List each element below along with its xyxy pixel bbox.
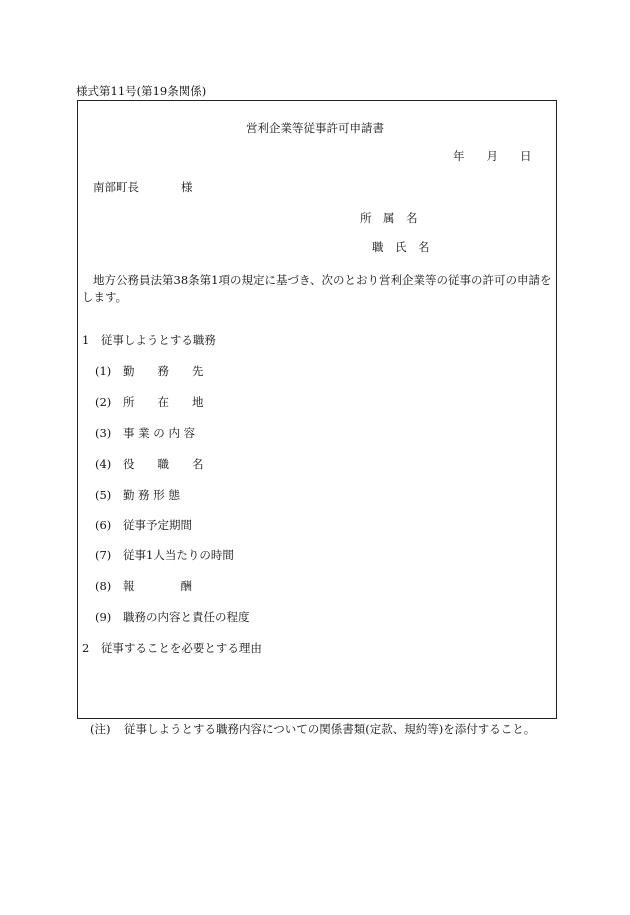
form-number: 様式第11号(第19条関係) [76, 84, 207, 98]
date-day: 日 [520, 149, 532, 163]
section1-item-8 [95, 579, 192, 593]
date-line [453, 149, 532, 163]
section1-item-5 [95, 488, 180, 502]
date-year: 年 [453, 149, 465, 163]
section2-title: 2 従事することを必要とする理由 [82, 641, 262, 655]
item-number: (5) [95, 488, 112, 502]
item-label: 役 職 名 [123, 457, 204, 471]
item-label: 従事予定期間 [123, 518, 192, 532]
item-label: 従事1人当たりの時間 [123, 548, 234, 562]
item-label: 報 酬 [123, 579, 192, 593]
section1-item-1 [95, 364, 204, 378]
item-label: 所 在 地 [123, 395, 204, 409]
item-number: (3) [95, 426, 112, 440]
item-number: (4) [95, 457, 112, 471]
item-label: 事 業 の 内 容 [123, 426, 196, 440]
footnote-label: (注) [90, 722, 111, 736]
section1-title: 1 従事しようとする職務 [82, 333, 216, 347]
section1-item-6 [95, 518, 192, 532]
addressee-line [93, 180, 193, 194]
affiliation-label: 所 属 名 [360, 211, 418, 225]
addressee: 南部町長 [93, 180, 139, 194]
name-label: 職 氏 名 [372, 240, 430, 254]
section1-item-9 [95, 610, 250, 624]
item-number: (7) [95, 548, 112, 562]
footnote [90, 722, 535, 736]
date-month: 月 [486, 149, 498, 163]
item-number: (1) [95, 364, 112, 378]
form-title: 営利企業等従事許可申請書 [246, 121, 384, 135]
item-number: (2) [95, 395, 112, 409]
section1-item-4 [95, 457, 204, 471]
section1-item-3 [95, 426, 195, 440]
item-number: (6) [95, 518, 112, 532]
item-label: 職務の内容と責任の程度 [123, 610, 250, 624]
footnote-text: 従事しようとする職務内容についての関係書類(定款、規約等)を添付すること。 [124, 722, 536, 736]
honorific: 様 [181, 180, 193, 194]
item-number: (9) [95, 610, 112, 624]
section1-item-7 [95, 548, 234, 562]
item-label: 勤 務 先 [123, 364, 204, 378]
item-label: 勤 務 形 態 [123, 488, 180, 502]
item-number: (8) [95, 579, 112, 593]
application-statement: 地方公務員法第38条第1項の規定に基づき、次のとおり営利企業等の従事の許可の申請をします。 [82, 273, 552, 304]
section1-item-2 [95, 395, 204, 409]
